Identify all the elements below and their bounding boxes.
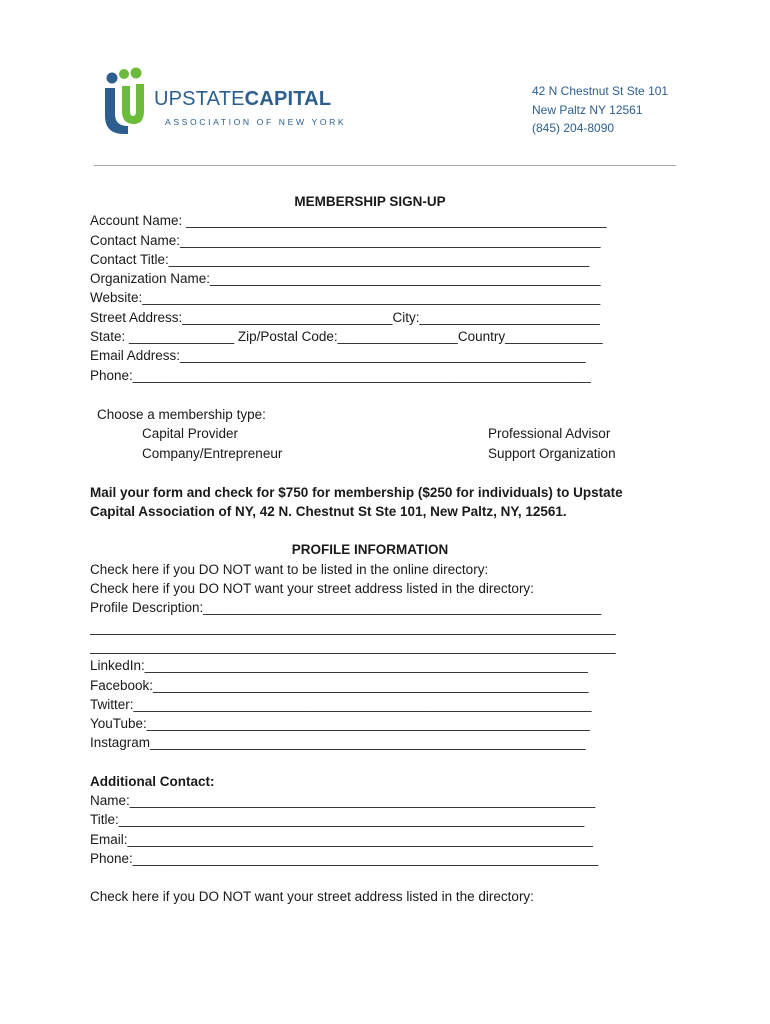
membership-prompt: Choose a membership type: [97, 406, 266, 422]
option-company-entrepreneur[interactable]: Company/Entrepreneur [142, 445, 283, 461]
additional-name-field[interactable]: Name:______________________________________________________________ [90, 793, 596, 809]
form-title: MEMBERSHIP SIGN-UP [294, 194, 446, 209]
account-name-field[interactable]: Account Name: ________________________________________________________ [90, 213, 607, 229]
additional-email-field[interactable]: Email:______________________________________________________________ [90, 831, 594, 847]
additional-title-field[interactable]: Title:______________________________________________________________ [90, 812, 585, 828]
contact-title-field[interactable]: Contact Title:________________________________________________________ [90, 251, 590, 267]
profile-section-title: PROFILE INFORMATION [291, 542, 449, 558]
organization-name-field[interactable]: Organization Name:____________________________________________________ [90, 271, 601, 287]
additional-hide-address-checkbox[interactable]: Check here if you DO NOT want your street address listed in the directory: [90, 889, 534, 905]
logo-arc-green [122, 84, 144, 124]
logo-wordmark [154, 88, 346, 127]
mail-instructions [90, 483, 650, 522]
facebook-field[interactable]: Facebook:__________________________________________________________ [90, 677, 589, 693]
logo-tagline: ASSOCIATION OF NEW YORK [165, 117, 347, 127]
address-street: 42 N Chestnut St Ste 101 [532, 84, 669, 98]
phone-field[interactable]: Phone:_____________________________________________________________ [90, 367, 591, 383]
twitter-field[interactable]: Twitter:_____________________________________________________________ [90, 696, 592, 712]
additional-phone-field[interactable]: Phone:______________________________________________________________ [90, 850, 599, 866]
hide-address-checkbox[interactable]: Check here if you DO NOT want your street address listed in the directory: [90, 581, 534, 597]
header-address [532, 82, 668, 138]
street-city-field[interactable]: Street Address:____________________________City:________________________ [90, 309, 600, 325]
address-phone: (845) 204-8090 [532, 121, 615, 135]
logo-dot-green-1 [119, 69, 129, 79]
email-address-field[interactable]: Email Address:______________________________________________________ [90, 348, 586, 364]
additional-contact-title: Additional Contact: [90, 773, 215, 789]
profile-description-line-2[interactable]: ______________________________________________________________________ [90, 619, 616, 635]
website-field[interactable]: Website:_____________________________________________________________ [90, 290, 601, 306]
mail-note-line-2: Capital Association of NY, 42 N. Chestnut St Ste 101, New Paltz, NY, 12561. [90, 504, 567, 520]
mail-note-line-1: Mail your form and check for $750 for membership ($250 for individuals) to Upstate [90, 484, 623, 500]
logo-dot-green-2 [131, 68, 142, 79]
profile-description-field[interactable]: Profile Description:_____________________________________________________ [90, 600, 602, 616]
logo-name: UPSTATECAPITAL [154, 88, 332, 110]
state-zip-country-field[interactable]: State: ______________ Zip/Postal Code:________________Country_____________ [90, 329, 603, 345]
header-divider [94, 165, 676, 166]
address-city: New Paltz NY 12561 [532, 102, 643, 117]
option-professional-advisor[interactable]: Professional Advisor [488, 426, 611, 442]
membership-form [90, 192, 650, 907]
logo-dot-blue [107, 73, 118, 84]
instagram-field[interactable]: Instagram__________________________________________________________ [90, 735, 586, 751]
contact-name-field[interactable]: Contact Name:________________________________________________________ [90, 232, 601, 248]
youtube-field[interactable]: YouTube:___________________________________________________________ [90, 716, 590, 732]
membership-type-section [90, 405, 650, 463]
option-support-organization[interactable]: Support Organization [488, 445, 616, 461]
profile-description-line-3[interactable]: ______________________________________________________________________ [90, 638, 616, 654]
unlisted-directory-checkbox[interactable]: Check here if you DO NOT want to be listed in the online directory: [90, 561, 489, 577]
option-capital-provider[interactable]: Capital Provider [142, 426, 239, 442]
linkedin-field[interactable]: LinkedIn:___________________________________________________________ [90, 658, 588, 674]
